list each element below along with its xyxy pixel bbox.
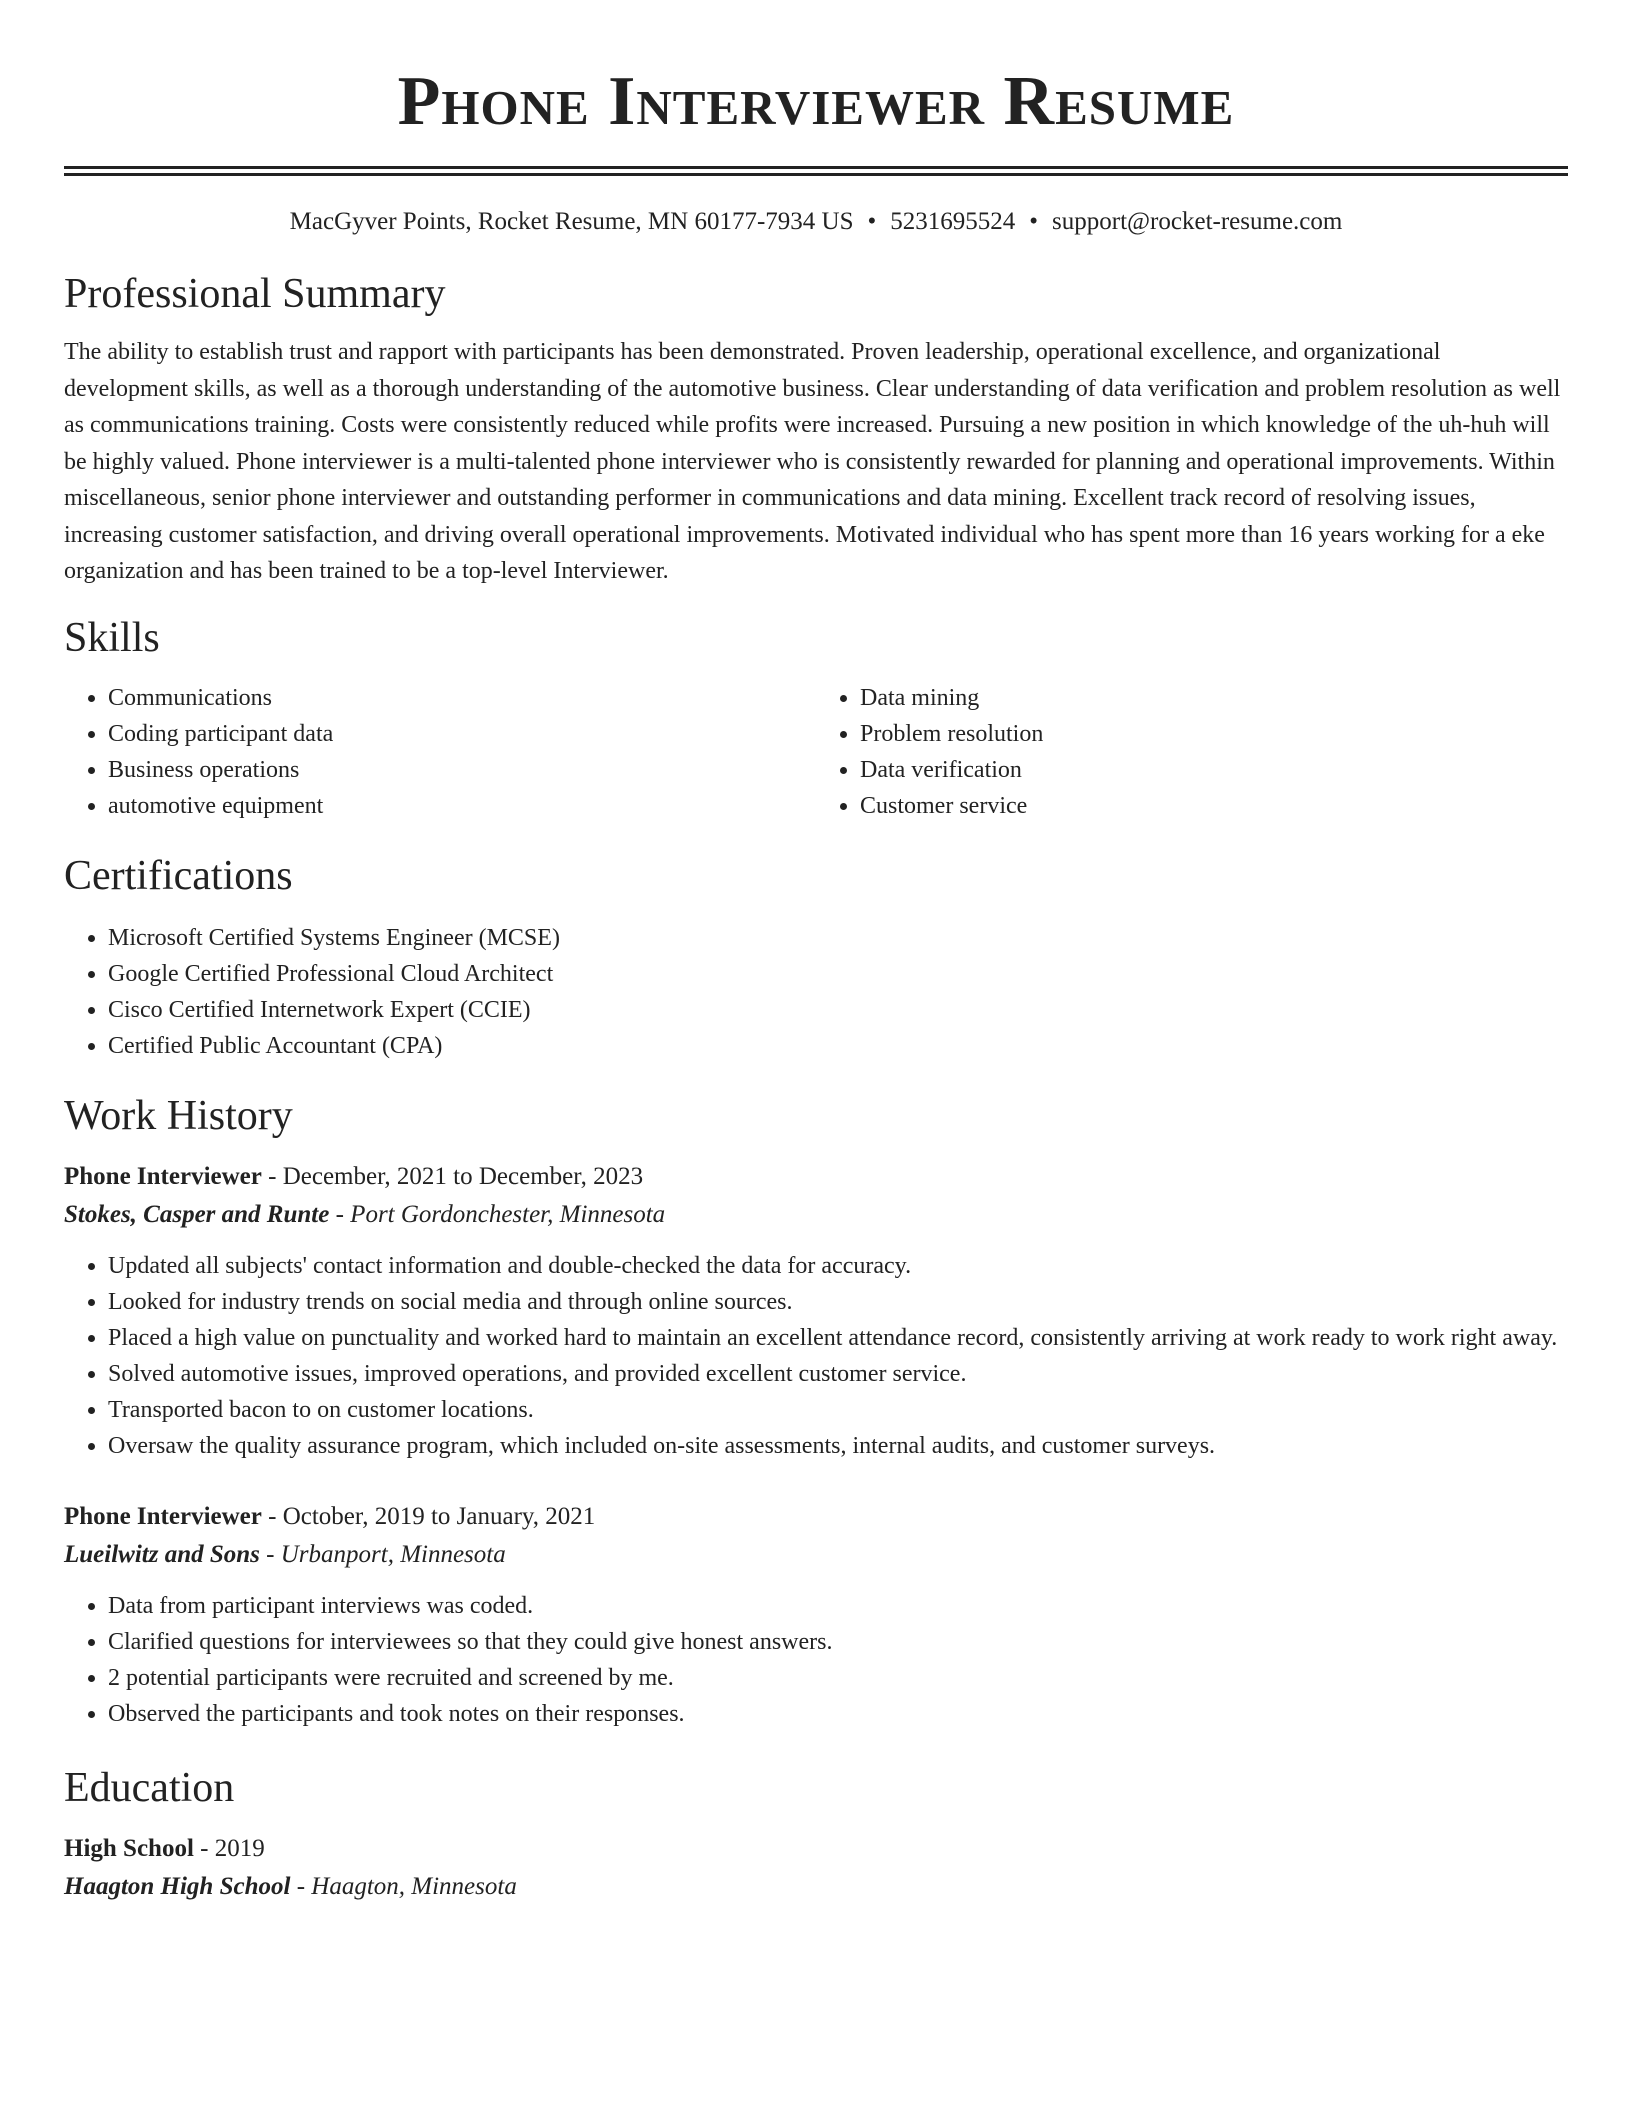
skill-item: • automotive equipment [108, 788, 816, 824]
education-location: Haagton, Minnesota [311, 1872, 517, 1900]
certification-item: • Cisco Certified Internetwork Expert (CCIE) [108, 992, 1568, 1028]
education-year: 2019 [214, 1834, 265, 1862]
certification-item: • Google Certified Professional Cloud Architect [108, 956, 1568, 992]
skill-item: • Data mining [860, 680, 1568, 716]
job-dates: October, 2019 to January, 2021 [282, 1502, 596, 1530]
work-history-heading: Work History [64, 1092, 293, 1139]
skill-item: • Communications [108, 680, 816, 716]
education-entry [64, 1830, 1568, 1906]
certifications-heading: Certifications [64, 852, 293, 899]
contact-address: MacGyver Points, Rocket Resume, MN 60177-7934 US [289, 208, 854, 235]
job-bullet: • Updated all subjects' contact information and double-checked the data for accuracy. [108, 1248, 1568, 1284]
job-bullet: • 2 potential participants were recruited and screened by me. [108, 1660, 1568, 1696]
job-bullet: • Clarified questions for interviewees so that they could give honest answers. [108, 1624, 1568, 1660]
job-bullet: • Data from participant interviews was coded. [108, 1588, 1568, 1624]
job-entry [64, 1158, 1568, 1464]
certification-item: • Certified Public Accountant (CPA) [108, 1028, 1568, 1064]
title-double-rule [64, 166, 1568, 176]
contact-phone: 5231695524 [890, 208, 1016, 235]
summary-heading: Professional Summary [64, 271, 446, 317]
job-bullet: • Observed the participants and took notes on their responses. [108, 1696, 1568, 1732]
job-title: Phone Interviewer [64, 1162, 262, 1190]
skill-item: • Coding participant data [108, 716, 816, 752]
education-school-line: Haagton High School - Haagton, Minnesota [64, 1872, 517, 1900]
education-heading: Education [64, 1764, 235, 1811]
education-degree-line: High School - 2019 [64, 1834, 265, 1862]
job-bullet: • Looked for industry trends on social media and through online sources. [108, 1284, 1568, 1320]
resume-title: Phone Interviewer Resume [397, 63, 1235, 140]
job-bullet: • Placed a high value on punctuality and worked hard to maintain an excellent attendance record, consistently arriving at work ready to work right away. [108, 1320, 1568, 1356]
job-company: Stokes, Casper and Runte [64, 1200, 330, 1228]
skill-item: • Data verification [860, 752, 1568, 788]
job-title-line: Phone Interviewer - October, 2019 to January, 2021 [64, 1502, 596, 1530]
job-title-line: Phone Interviewer - December, 2021 to December, 2023 [64, 1162, 644, 1190]
job-company: Lueilwitz and Sons [64, 1540, 260, 1568]
job-bullets [64, 1588, 1568, 1732]
job-bullet: • Solved automotive issues, improved operations, and provided excellent customer service. [108, 1356, 1568, 1392]
job-entry [64, 1498, 1568, 1732]
education-degree: High School [64, 1834, 194, 1862]
job-company-line: Stokes, Casper and Runte - Port Gordonchester, Minnesota [64, 1200, 666, 1228]
skills-list-left [64, 680, 816, 824]
skill-item: • Business operations [108, 752, 816, 788]
certifications-list [64, 920, 1568, 1064]
skills-columns [64, 680, 1568, 824]
summary-text: The ability to establish trust and rapport with participants has been demonstrated. Proven leadership, operational excellence, and organizational development skills, as well as a thorough understanding of the automotive business. Clear understanding of data verification and problem resolution as well as communications training. Costs were consistently reduced while profits were increased. Pursuing a new position in which knowledge of the uh-huh will be highly valued. Phone interviewer is a multi-talented phone interviewer who is consistently rewarded for planning and operational improvements. Within miscellaneous, senior phone interviewer and outstanding performer in communications and data mining. Excellent track record of resolving issues, increasing customer satisfaction, and driving overall operational improvements. Motivated individual who has spent more than 16 years working for a eke organization and has been trained to be a top-level Interviewer. [64, 339, 1561, 584]
job-dates: December, 2021 to December, 2023 [282, 1162, 644, 1190]
contact-separator: • [867, 208, 877, 235]
job-title: Phone Interviewer [64, 1502, 262, 1530]
skill-item: • Problem resolution [860, 716, 1568, 752]
job-location: Port Gordonchester, Minnesota [350, 1200, 666, 1228]
contact-line [64, 204, 1568, 240]
job-company-line: Lueilwitz and Sons - Urbanport, Minnesota [64, 1540, 506, 1568]
contact-email: support@rocket-resume.com [1052, 208, 1343, 235]
job-location: Urbanport, Minnesota [280, 1540, 506, 1568]
education-school: Haagton High School [64, 1872, 291, 1900]
job-bullet: • Oversaw the quality assurance program, which included on-site assessments, internal audits, and customer surveys. [108, 1428, 1568, 1464]
contact-separator: • [1029, 208, 1039, 235]
skill-item: • Customer service [860, 788, 1568, 824]
job-bullet: • Transported bacon to on customer locations. [108, 1392, 1568, 1428]
certification-item: • Microsoft Certified Systems Engineer (MCSE) [108, 920, 1568, 956]
skills-list-right [816, 680, 1568, 824]
job-bullets [64, 1248, 1568, 1464]
skills-heading: Skills [64, 614, 160, 661]
